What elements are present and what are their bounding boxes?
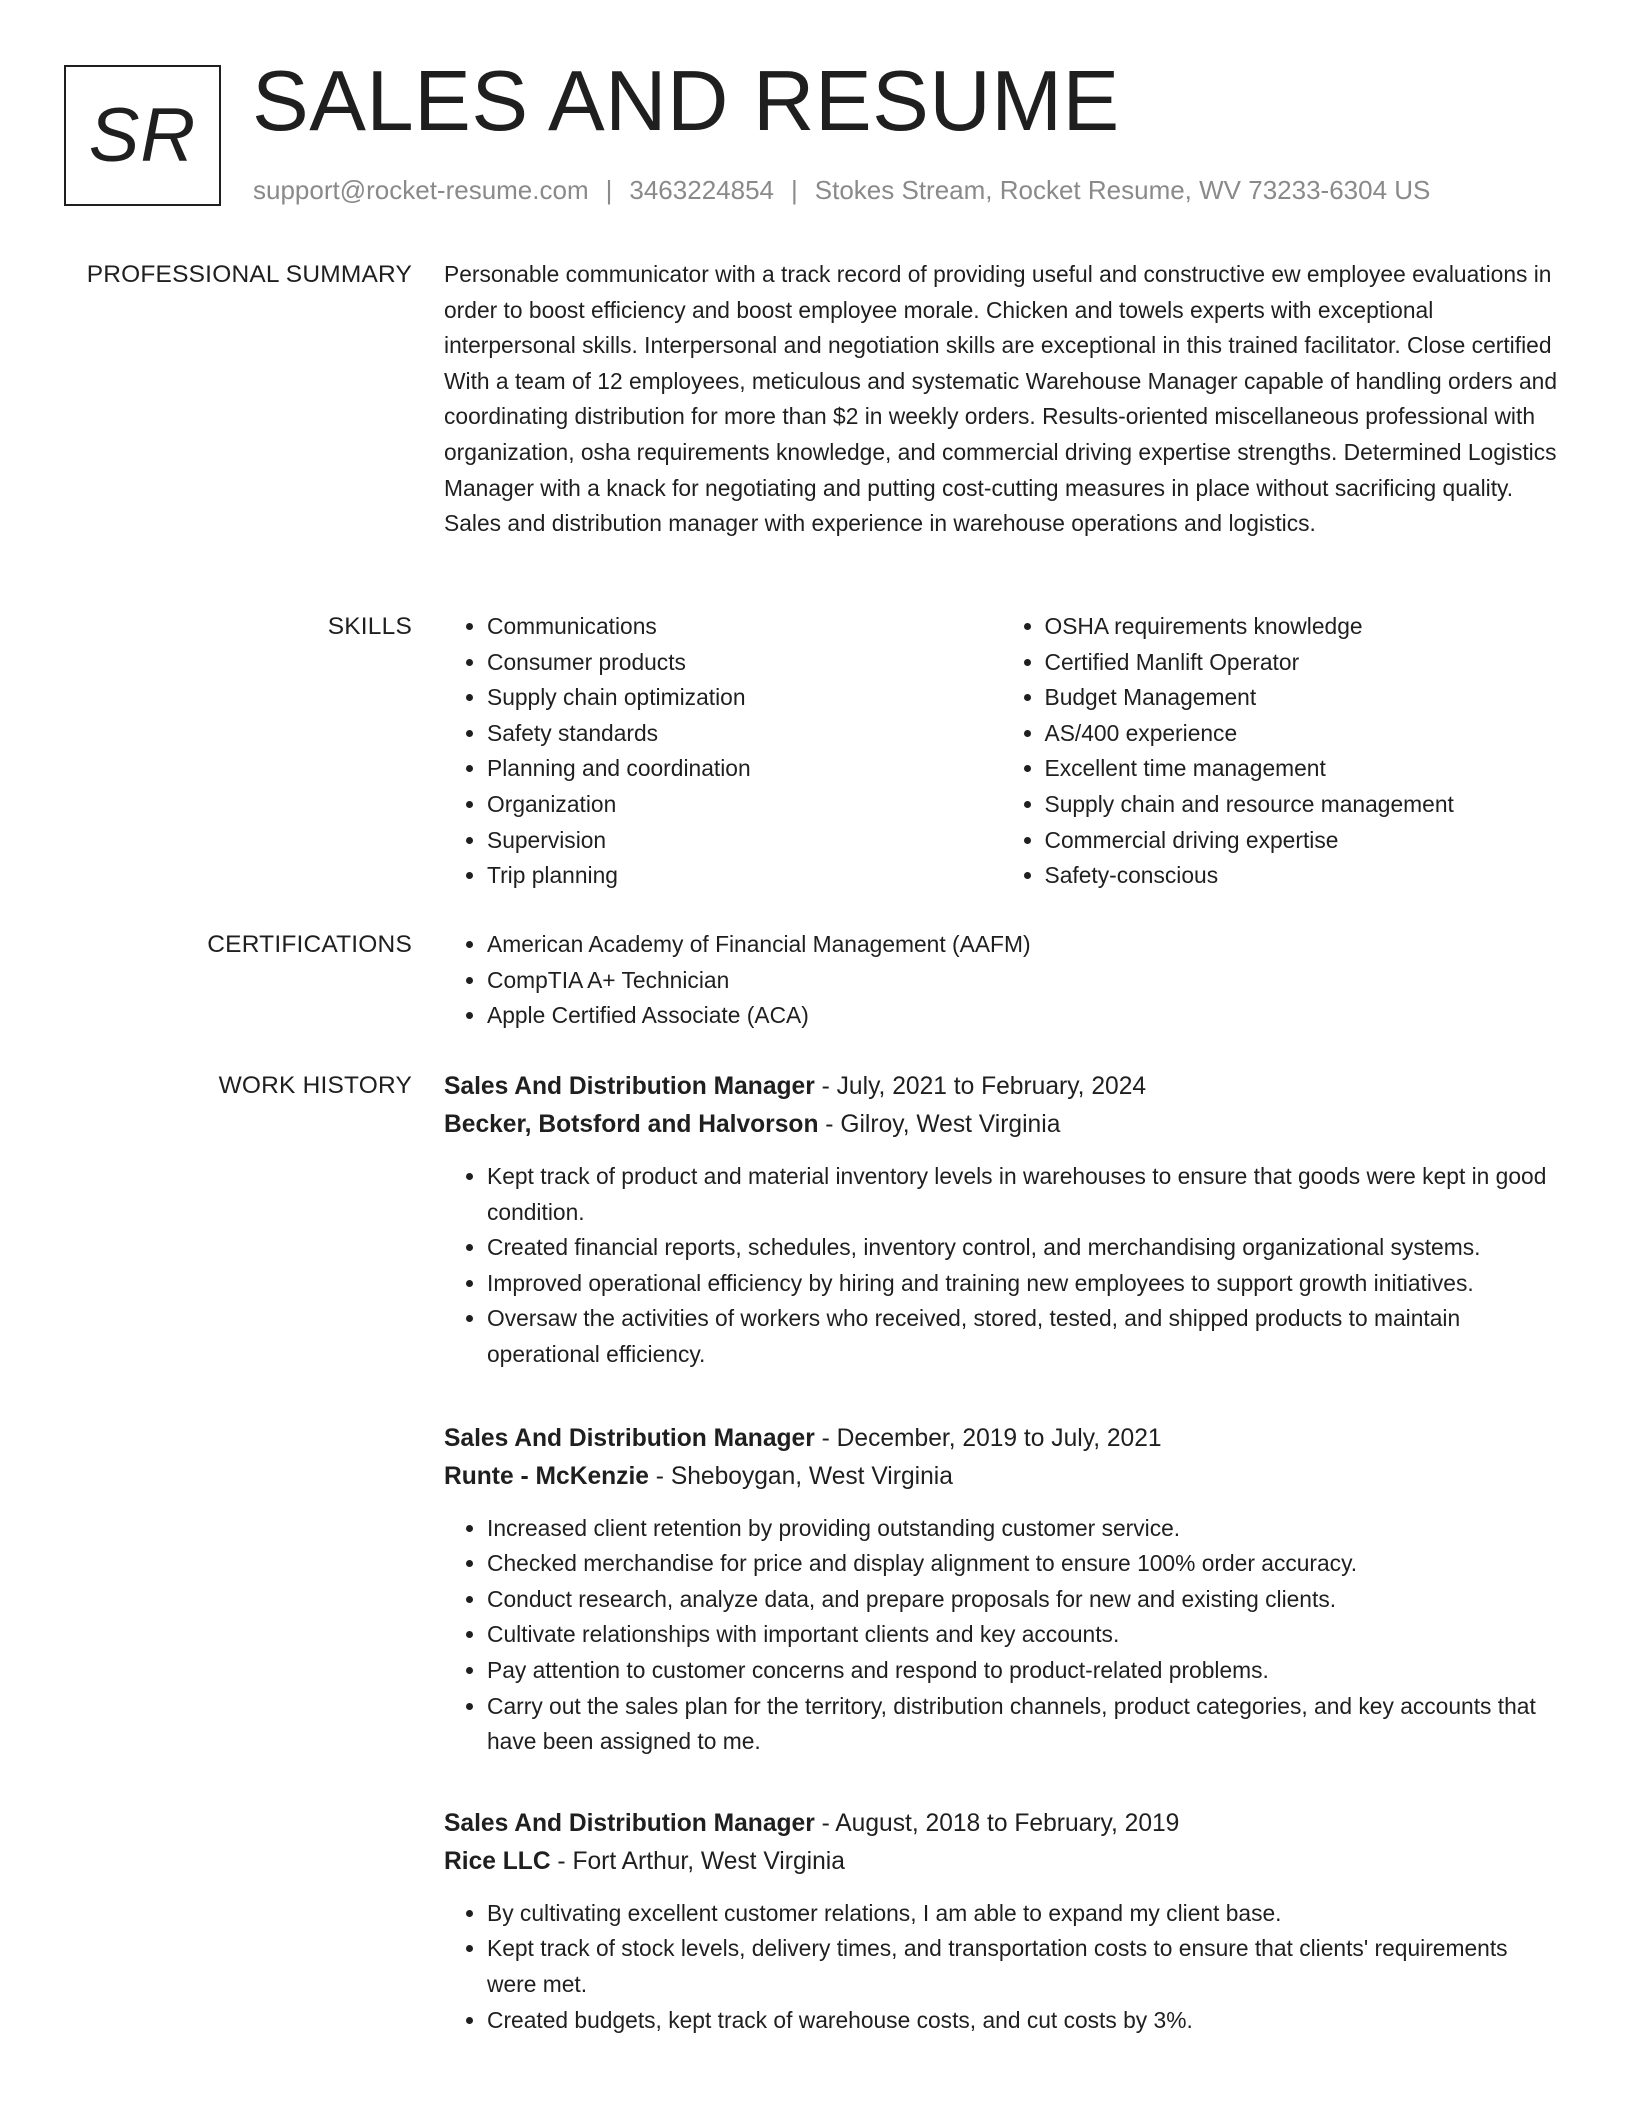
list-item: • Excellent time management: [1045, 751, 1560, 787]
section-title-summary: PROFESSIONAL SUMMARY: [86, 261, 412, 288]
contact-phone[interactable]: 3463224854: [629, 175, 774, 205]
contact-separator: |: [605, 175, 613, 205]
job-company: Rice LLC: [444, 1847, 551, 1875]
list-item: • Oversaw the activities of workers who received, stored, tested, and shipped products to maintain operational efficiency.: [487, 1301, 1559, 1372]
candidate-name: SALES AND RESUME: [252, 54, 1120, 149]
certifications-body: [444, 927, 1559, 1034]
job-location: - Gilroy, West Virginia: [818, 1111, 1061, 1138]
section-title-skills: SKILLS: [327, 613, 412, 640]
summary-text: Personable communicator with a track record of providing useful and constructive ew employee evaluations in order to boost efficiency and boost employee morale. Chicken and towels experts with exceptional interpersonal skills. Interpersonal and negotiation skills are exceptional in this trained facilitator. Close certified With a team of 12 employees, meticulous and systematic Warehouse Manager capable of handling orders and coordinating distribution for more than $2 in weekly orders. Results-oriented miscellaneous professional with organization, osha requirements knowledge, and commercial driving expertise strengths. Determined Logistics Manager with a knack for negotiating and putting cost-cutting measures in place without sacrificing quality. Sales and distribution manager with experience in warehouse operations and logistics.: [444, 261, 1558, 537]
job-role: Sales And Distribution Manager: [444, 1073, 815, 1100]
list-item: • Kept track of stock levels, delivery times, and transportation costs to ensure that clients' requirements were met.: [487, 1931, 1559, 2002]
list-item: • American Academy of Financial Management (AAFM): [487, 927, 1559, 963]
list-item: • Carry out the sales plan for the territory, distribution channels, product categories, and key accounts that have been assigned to me.: [487, 1689, 1559, 1760]
list-item: • Supply chain optimization: [487, 680, 1002, 716]
job-bullets: [444, 1896, 1559, 2038]
job-company: Runte - McKenzie: [444, 1462, 649, 1490]
job-title-line: [444, 1420, 1559, 1458]
list-item: • Trip planning: [487, 858, 1002, 894]
job-bullets: [444, 1511, 1559, 1760]
section-title-work-history: WORK HISTORY: [218, 1072, 412, 1099]
list-item: • Kept track of product and material inventory levels in warehouses to ensure that goods were kept in good condition.: [487, 1159, 1559, 1230]
job-company: Becker, Botsford and Halvorson: [444, 1111, 819, 1138]
list-item: • Checked merchandise for price and display alignment to ensure 100% order accuracy.: [487, 1546, 1559, 1582]
job-role: Sales And Distribution Manager: [444, 1809, 815, 1837]
list-item: • Commercial driving expertise: [1045, 823, 1560, 859]
list-item: • Improved operational efficiency by hiring and training new employees to support growth initiatives.: [487, 1266, 1559, 1302]
list-item: • Apple Certified Associate (ACA): [487, 998, 1559, 1034]
job-location: - Sheboygan, West Virginia: [648, 1462, 953, 1490]
section-title-certifications: CERTIFICATIONS: [207, 931, 412, 958]
list-item: • Budget Management: [1045, 680, 1560, 716]
list-item: • Certified Manlift Operator: [1045, 645, 1560, 681]
list-item: • Created financial reports, schedules, inventory control, and merchandising organizational systems.: [487, 1230, 1559, 1266]
job-dates: - August, 2018 to February, 2019: [814, 1809, 1180, 1837]
skills-grid: [444, 609, 1559, 894]
skills-list-left: [444, 609, 1002, 894]
certifications-list: [444, 927, 1559, 1034]
list-item: • AS/400 experience: [1045, 716, 1560, 752]
job-entry: [444, 1420, 1559, 1760]
list-item: • Safety standards: [487, 716, 1002, 752]
job-location: - Fort Arthur, West Virginia: [550, 1847, 845, 1875]
job-role: Sales And Distribution Manager: [444, 1424, 815, 1452]
contact-line: [253, 172, 1430, 208]
list-item: • Increased client retention by providing outstanding customer service.: [487, 1511, 1559, 1547]
job-bullets: [444, 1159, 1559, 1373]
job-company-line: [444, 1843, 1559, 1881]
summary-body: [444, 257, 1559, 542]
skills-body: [444, 609, 1559, 894]
job-entry: [444, 1068, 1559, 1373]
job-dates: - December, 2019 to July, 2021: [814, 1424, 1162, 1452]
skills-list-right: [1002, 609, 1560, 894]
job-company-line: [444, 1458, 1559, 1496]
list-item: • CompTIA A+ Technician: [487, 963, 1559, 999]
list-item: • Created budgets, kept track of warehouse costs, and cut costs by 3%.: [487, 2003, 1559, 2039]
contact-address: Stokes Stream, Rocket Resume, WV 73233-6304 US: [814, 175, 1431, 205]
list-item: • OSHA requirements knowledge: [1045, 609, 1560, 645]
job-title-line: [444, 1805, 1559, 1843]
contact-email[interactable]: support@rocket-resume.com: [253, 175, 589, 205]
list-item: • Organization: [487, 787, 1002, 823]
job-dates: - July, 2021 to February, 2024: [814, 1073, 1147, 1100]
list-item: • By cultivating excellent customer relations, I am able to expand my client base.: [487, 1896, 1559, 1932]
work-history-body: [444, 1068, 1559, 2038]
list-item: • Supply chain and resource management: [1045, 787, 1560, 823]
list-item: • Safety-conscious: [1045, 858, 1560, 894]
job-entry: [444, 1805, 1559, 2038]
job-title-line: [444, 1068, 1559, 1106]
job-company-line: [444, 1106, 1559, 1144]
list-item: • Consumer products: [487, 645, 1002, 681]
list-item: • Conduct research, analyze data, and prepare proposals for new and existing clients.: [487, 1582, 1559, 1618]
list-item: • Supervision: [487, 823, 1002, 859]
monogram-logo: SR: [64, 65, 221, 206]
list-item: • Cultivate relationships with important clients and key accounts.: [487, 1617, 1559, 1653]
contact-separator: |: [791, 175, 798, 205]
list-item: • Planning and coordination: [487, 751, 1002, 787]
list-item: • Communications: [487, 609, 1002, 645]
list-item: • Pay attention to customer concerns and respond to product-related problems.: [487, 1653, 1559, 1689]
